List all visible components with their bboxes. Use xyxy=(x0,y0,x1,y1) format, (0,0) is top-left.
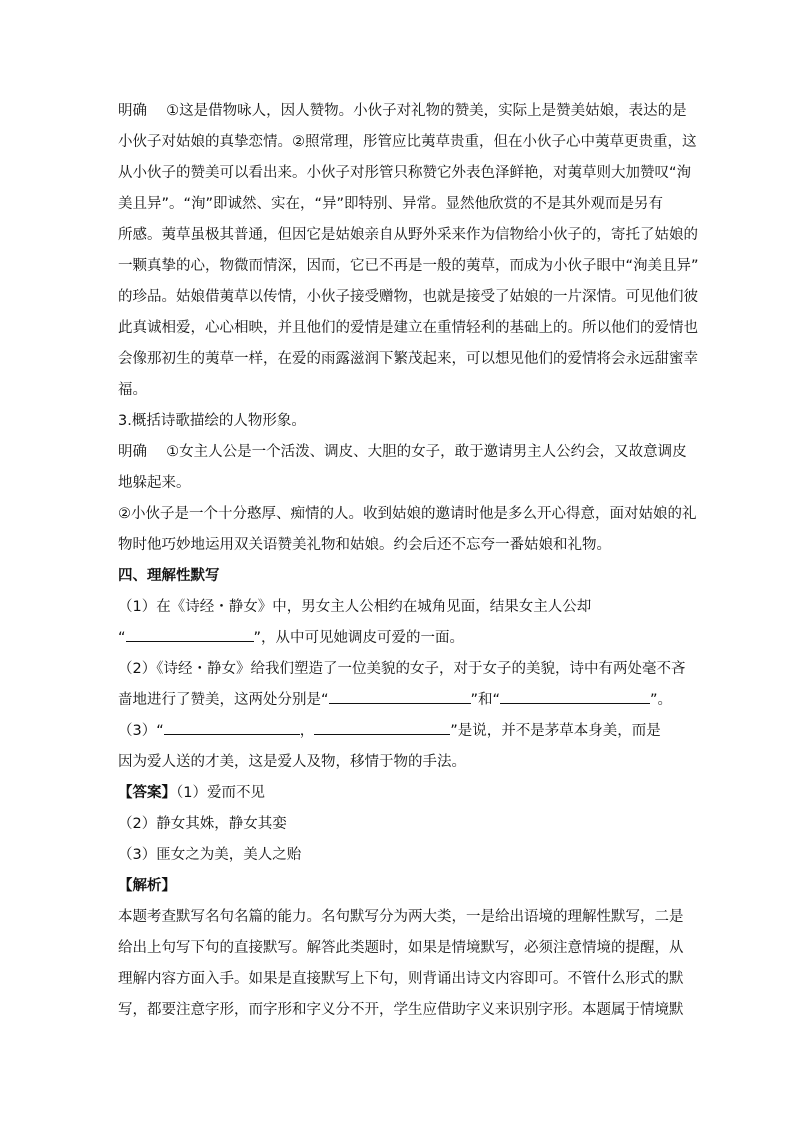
fill-blank xyxy=(126,625,254,642)
analysis-paragraph xyxy=(118,902,684,1026)
text-line: 明确 ①女主人公是一个活泼、调皮、大胆的女子，敢于邀请男主人公约会，又故意调皮 xyxy=(118,444,687,460)
analysis-label: 【解析】 xyxy=(118,878,176,894)
text-line: 理解内容方面入手。如果是直接默写上下句，则背诵出诗文内容即可。不管什么形式的默 xyxy=(118,971,684,987)
answer-line-2: （2）静女其姝，静女其娈 xyxy=(118,816,287,832)
paragraph-explanation-1 xyxy=(118,96,699,406)
fill-blank xyxy=(329,687,471,704)
dictation-item-3 xyxy=(118,716,678,778)
fill-blank xyxy=(314,718,450,735)
text-line: 本题考查默写名句名篇的能力。名句默写分为两大类，一是给出语境的理解性默写，二是 xyxy=(118,909,684,925)
answer-text: （1）爱而不见 xyxy=(176,785,265,801)
text-line: 所感。荑草虽极其普通，但因它是姑娘亲自从野外采来作为信物给小伙子的，寄托了姑娘的 xyxy=(118,227,698,243)
text-line xyxy=(118,685,678,716)
text-span: ”和“ xyxy=(470,692,501,708)
document-page xyxy=(118,96,699,1026)
text-line: 的珍品。姑娘借荑草以传情，小伙子接受赠物，也就是接受了姑娘的一片深情。可见他们彼 xyxy=(118,289,698,305)
text-line: 明确 ①这是借物咏人，因人赞物。小伙子对礼物的赞美，实际上是赞美姑娘，表达的是 xyxy=(118,103,687,119)
text-line: 福。 xyxy=(118,382,147,398)
text-span: （3）“ xyxy=(118,723,164,739)
text-span: ”。 xyxy=(650,692,673,708)
text-line: 写，都要注意字形，而字形和字义分不开，学生应借助字义来识别字形。本题属于情境默 xyxy=(118,1002,684,1018)
text-line: 给出上句写下句的直接默写。解答此类题时，如果是情境默写，必须注意情境的提醒，从 xyxy=(118,940,684,956)
text-line: （1）在《诗经・静女》中，男女主人公相约在城角见面，结果女主人公却 xyxy=(118,599,592,615)
text-line: 小伙子对姑娘的真挚恋情。②照常理，彤管应比荑草贵重，但在小伙子心中荑草更贵重，这 xyxy=(118,134,697,150)
text-line: 此真诚相爱，心心相映，并且他们的爱情是建立在重情轻利的基础上的。所以他们的爱情也 xyxy=(118,320,698,336)
fill-blank xyxy=(500,687,650,704)
section-title: 四、理解性默写 xyxy=(118,568,220,584)
open-quote: “ xyxy=(118,630,126,646)
answer-label: 【答案】 xyxy=(118,785,176,801)
paragraph-explanation-2 xyxy=(118,437,697,561)
text-line: 物时他巧妙地运用双关语赞美礼物和姑娘。约会后还不忘夸一番姑娘和礼物。 xyxy=(118,537,611,553)
text-line xyxy=(118,623,678,654)
text-line: 从小伙子的赞美可以看出来。小伙子对彤管只称赞它外表色泽鲜艳，对荑草则大加赞叹“洵 xyxy=(118,165,692,181)
text-line: 一颗真挚的心，物微而情深，因而，它已不再是一般的荑草，而成为小伙子眼中“洵美且异” xyxy=(118,258,699,274)
dictation-item-2 xyxy=(118,654,686,716)
answer-line-1 xyxy=(118,778,678,809)
text-line: 美且异”。“洵”即诚然、实在，“异”即特别、异常。显然他欣赏的不是其外观而是另有 xyxy=(118,196,664,212)
text-span: ”，从中可见她调皮可爱的一面。 xyxy=(253,630,465,646)
text-span: 啬地进行了赞美，这两处分别是“ xyxy=(118,692,329,708)
question-3: 3.概括诗歌描绘的人物形象。 xyxy=(118,413,306,429)
text-line xyxy=(118,716,678,747)
text-line: 地躲起来。 xyxy=(118,475,191,491)
text-span: ”是说，并不是茅草本身美，而是 xyxy=(450,723,661,739)
fill-blank xyxy=(164,718,300,735)
text-line: 会像那初生的荑草一样，在爱的雨露滋润下繁茂起来，可以想见他们的爱情将会永远甜蜜幸 xyxy=(118,351,698,367)
text-line: （2）《诗经・静女》给我们塑造了一位美貌的女子，对于女子的美貌，诗中有两处毫不吝 xyxy=(118,661,686,677)
text-line: 因为爱人送的才美，这是爱人及物，移情于物的手法。 xyxy=(118,754,466,770)
text-line: ②小伙子是一个十分憨厚、痴情的人。收到姑娘的邀请时他是多么开心得意，面对姑娘的礼 xyxy=(118,506,697,522)
answer-line-3: （3）匪女之为美，美人之贻 xyxy=(118,847,302,863)
dictation-item-1 xyxy=(118,592,678,654)
text-span: ， xyxy=(299,723,315,739)
